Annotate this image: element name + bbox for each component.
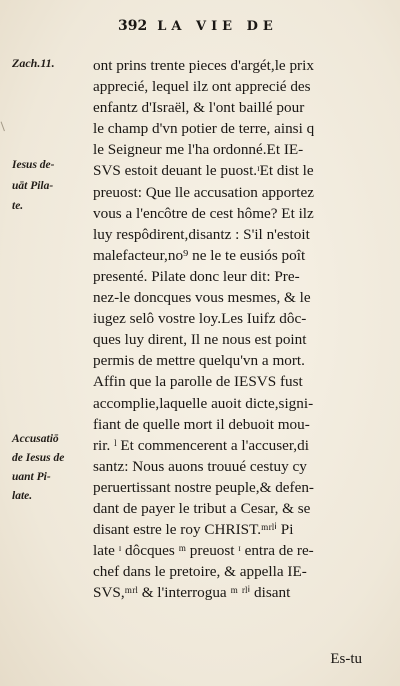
text-line: fiant de quelle mort il debuoit mou- [93, 415, 310, 433]
margin-note: uant Pi- [12, 471, 51, 483]
text-line: rir. ˡ Et commencerent a l'accuser,di [93, 436, 309, 454]
text-line: SVS,ᵐʳˡ & l'interrogua ᵐ ʳˡⁱ disant [93, 584, 291, 602]
text-line: vous a l'encôtre de cest hôme? Et ilz [93, 204, 314, 222]
margin-note: de Iesus de [12, 452, 65, 464]
text-line: accomplie,laquelle auoit dicte,signi- [93, 394, 314, 412]
text-line: chef dans le pretoire, & appella IE- [93, 563, 307, 581]
text-line: le Seigneur me l'ha ordonné.Et IE- [93, 141, 304, 159]
margin-note: late. [12, 490, 33, 502]
text-line: ont prins trente pieces d'argét,le prix [93, 57, 314, 74]
page-mark [1, 119, 13, 131]
body-text [93, 55, 385, 603]
running-title: LA VIE DE [157, 19, 278, 34]
text-line: disant estre le roy CHRIST.ᵐʳˡⁱ Pi [93, 521, 294, 539]
text-line: iugez selô vostre loy.Les Iuifz dôc- [93, 310, 307, 328]
text-line: santz: Nous auons trouué cestuy cy [93, 457, 307, 475]
text-line: preuost: Que lle accusation apportez [93, 183, 314, 201]
margin-note: Accusatiō [12, 433, 59, 445]
text-line: dant de payer le tribut a Cesar, & se [93, 499, 311, 517]
margin-note: Zach.11. [12, 56, 55, 70]
text-line: late ᶦ dôcques ᵐ preuost ᶦ entra de re- [93, 542, 314, 560]
text-line: malefacteur,no⁹ ne le te eusiós poît [93, 246, 306, 264]
margin-note: te. [12, 200, 24, 212]
text-line: le champ d'vn potier de terre, ainsi q [93, 120, 315, 138]
text-line: SVS estoit deuant le puost.ᶦEt dist le [93, 162, 314, 180]
text-line: nez-le doncques vous mesmes, & le [93, 289, 311, 307]
page-header [118, 18, 354, 34]
text-line: enfantz d'Israël, & l'ont baillé pour [93, 99, 305, 117]
text-line: apprecié, lequel ilz ont apprecié des [93, 78, 311, 96]
text-line: Affin que la parolle de IESVS fust [93, 373, 303, 391]
catchword: Es-tu [330, 651, 362, 667]
margin-note: uāt Pila- [12, 180, 54, 192]
margin-note: Iesus de- [12, 159, 55, 171]
text-line: permis de mettre quelqu'vn a mort. [93, 352, 305, 370]
text-line: luy respôdirent,disantz : S'il n'estoit [93, 225, 310, 243]
page-number: 392 [118, 18, 148, 34]
text-line: ques luy dirent, Il ne nous est point [93, 331, 307, 349]
text-line: presenté. Pilate donc leur dit: Pre- [93, 267, 300, 285]
text-line: peruertissant nostre peuple,& defen- [93, 478, 314, 496]
